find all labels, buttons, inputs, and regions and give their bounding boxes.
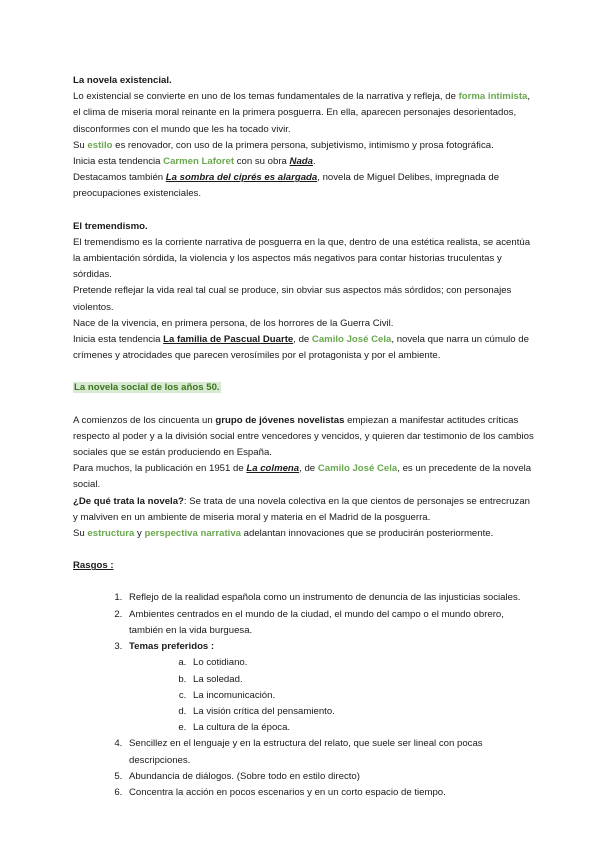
sub-list-item: e. La cultura de la época. bbox=[189, 720, 535, 736]
paragraph bbox=[73, 154, 535, 170]
list-item: 1. Reflejo de la realidad española como un instrumento de denuncia de las injusticias sociales. bbox=[125, 590, 535, 606]
section-title-novela-existencial: La novela existencial. bbox=[73, 75, 172, 86]
highlight-term: perspectiva narrativa bbox=[144, 528, 241, 540]
text: , el clima de miseria moral reinante en la primera posguerra. En ella, aparecen personajes desorientados, disconformes con el mundo que les ha tocado vivir. bbox=[73, 91, 531, 135]
text: , de bbox=[293, 334, 312, 346]
rasgos-list bbox=[73, 590, 535, 801]
work-title: La familia de Pascual Duarte bbox=[163, 334, 294, 346]
text: . bbox=[312, 156, 316, 168]
text: , novela que narra un cúmulo de crímenes y atrocidades que parecen verosímiles por el protagonista y por el ambiente. bbox=[73, 334, 529, 362]
sub-list-item: d. La visión crítica del pensamiento. bbox=[189, 704, 535, 720]
spacer bbox=[73, 203, 535, 219]
paragraph bbox=[73, 494, 535, 526]
paragraph bbox=[73, 138, 535, 154]
list-item-label: Temas preferidos : bbox=[129, 641, 215, 653]
bold-question: ¿De qué trata la novela? bbox=[73, 495, 184, 507]
author-name: Carmen Laforet bbox=[163, 156, 235, 168]
section-title-rasgos: Rasgos : bbox=[73, 560, 114, 572]
sub-list-item: c. La incomunicación. bbox=[189, 688, 535, 704]
text: es renovador, con uso de la primera persona, subjetivismo, intimismo y prosa fotográfica. bbox=[112, 139, 494, 151]
text: Inicia esta tendencia bbox=[73, 334, 164, 346]
text: empiezan a manifestar actitudes críticas respecto al poder y a la división social entre vencedores y vencidos, y quieren dar testimonio de los cambios sociales que se están produciendo en España. bbox=[73, 414, 534, 459]
sub-list-item: b. La soledad. bbox=[189, 672, 535, 688]
author-name: Camilo José Cela bbox=[317, 463, 398, 475]
work-title: La sombra del ciprés es alargada bbox=[165, 172, 318, 184]
text: Su bbox=[73, 139, 88, 151]
paragraph bbox=[73, 89, 535, 138]
work-title: Nada bbox=[289, 156, 313, 168]
section-title-novela-social bbox=[73, 380, 535, 396]
spacer bbox=[73, 397, 535, 413]
list-item: 5. Abundancia de diálogos. (Sobre todo en estilo directo) bbox=[125, 769, 535, 785]
text: , de bbox=[299, 463, 318, 475]
document-body bbox=[73, 73, 535, 801]
text: Destacamos también bbox=[73, 172, 166, 184]
paragraph bbox=[73, 332, 535, 364]
temas-list bbox=[129, 655, 535, 736]
text: : Se trata de una novela colectiva en la que cientos de personajes se entrecruzan y malviven en un ambiente de miseria moral y materia en el Madrid de la posguerra. bbox=[73, 495, 531, 523]
text: con su obra bbox=[234, 156, 290, 168]
bold-term: grupo de jóvenes novelistas bbox=[215, 414, 345, 426]
text: Lo existencial se convierte en uno de los temas fundamentales de la narrativa y refleja, de bbox=[73, 91, 459, 103]
paragraph: Nace de la vivencia, en primera persona, de los horrores de la Guerra Civil. bbox=[73, 317, 394, 329]
text: y bbox=[134, 528, 145, 540]
list-item: 6. Concentra la acción en pocos escenarios y en un corto espacio de tiempo. bbox=[125, 785, 535, 801]
text: , es un precedente de la novela social. bbox=[73, 463, 532, 491]
text: A comienzos de los cincuenta un bbox=[73, 414, 216, 426]
work-title: La colmena bbox=[246, 463, 300, 475]
text: Su bbox=[73, 528, 88, 540]
section-title-tremendismo: El tremendismo. bbox=[73, 220, 148, 232]
spacer bbox=[73, 542, 535, 558]
list-item: 4. Sencillez en el lenguaje y en la estructura del relato, que suele ser lineal con pocas descripciones. bbox=[125, 736, 535, 768]
paragraph bbox=[73, 413, 535, 462]
list-item: 2. Ambientes centrados en el mundo de la ciudad, el mundo del campo o el mundo obrero, también en la vida burguesa. bbox=[125, 607, 535, 639]
spacer bbox=[73, 364, 535, 380]
text: , novela de Miguel Delibes, impregnada de preocupaciones existenciales. bbox=[73, 172, 500, 200]
highlighted-heading: La novela social de los años 50. bbox=[74, 382, 220, 394]
highlight-term: estructura bbox=[87, 528, 135, 540]
paragraph bbox=[73, 170, 535, 202]
author-name: Camilo José Cela bbox=[311, 334, 392, 346]
paragraph: Pretende reflejar la vida real tal cual se produce, sin obviar sus aspectos más sórdidos; con personajes violentos. bbox=[73, 285, 512, 313]
sub-list-item: a. Lo cotidiano. bbox=[189, 655, 535, 671]
paragraph: El tremendismo es la corriente narrativa de posguerra en la que, dentro de una estética realista, se acentúa la ambientación sórdida, la violencia y los aspectos más negativos para contar historias truculentas y sórdidas. bbox=[73, 236, 531, 281]
text: adelantan innovaciones que se producirán posteriormente. bbox=[241, 528, 494, 540]
highlight-term: forma intimista bbox=[458, 91, 528, 103]
paragraph bbox=[73, 461, 535, 493]
text: Inicia esta tendencia bbox=[73, 156, 164, 168]
paragraph bbox=[73, 526, 535, 542]
highlight-term: estilo bbox=[87, 139, 113, 151]
spacer bbox=[73, 574, 535, 590]
text: Para muchos, la publicación en 1951 de bbox=[73, 463, 247, 475]
list-item bbox=[125, 639, 535, 736]
